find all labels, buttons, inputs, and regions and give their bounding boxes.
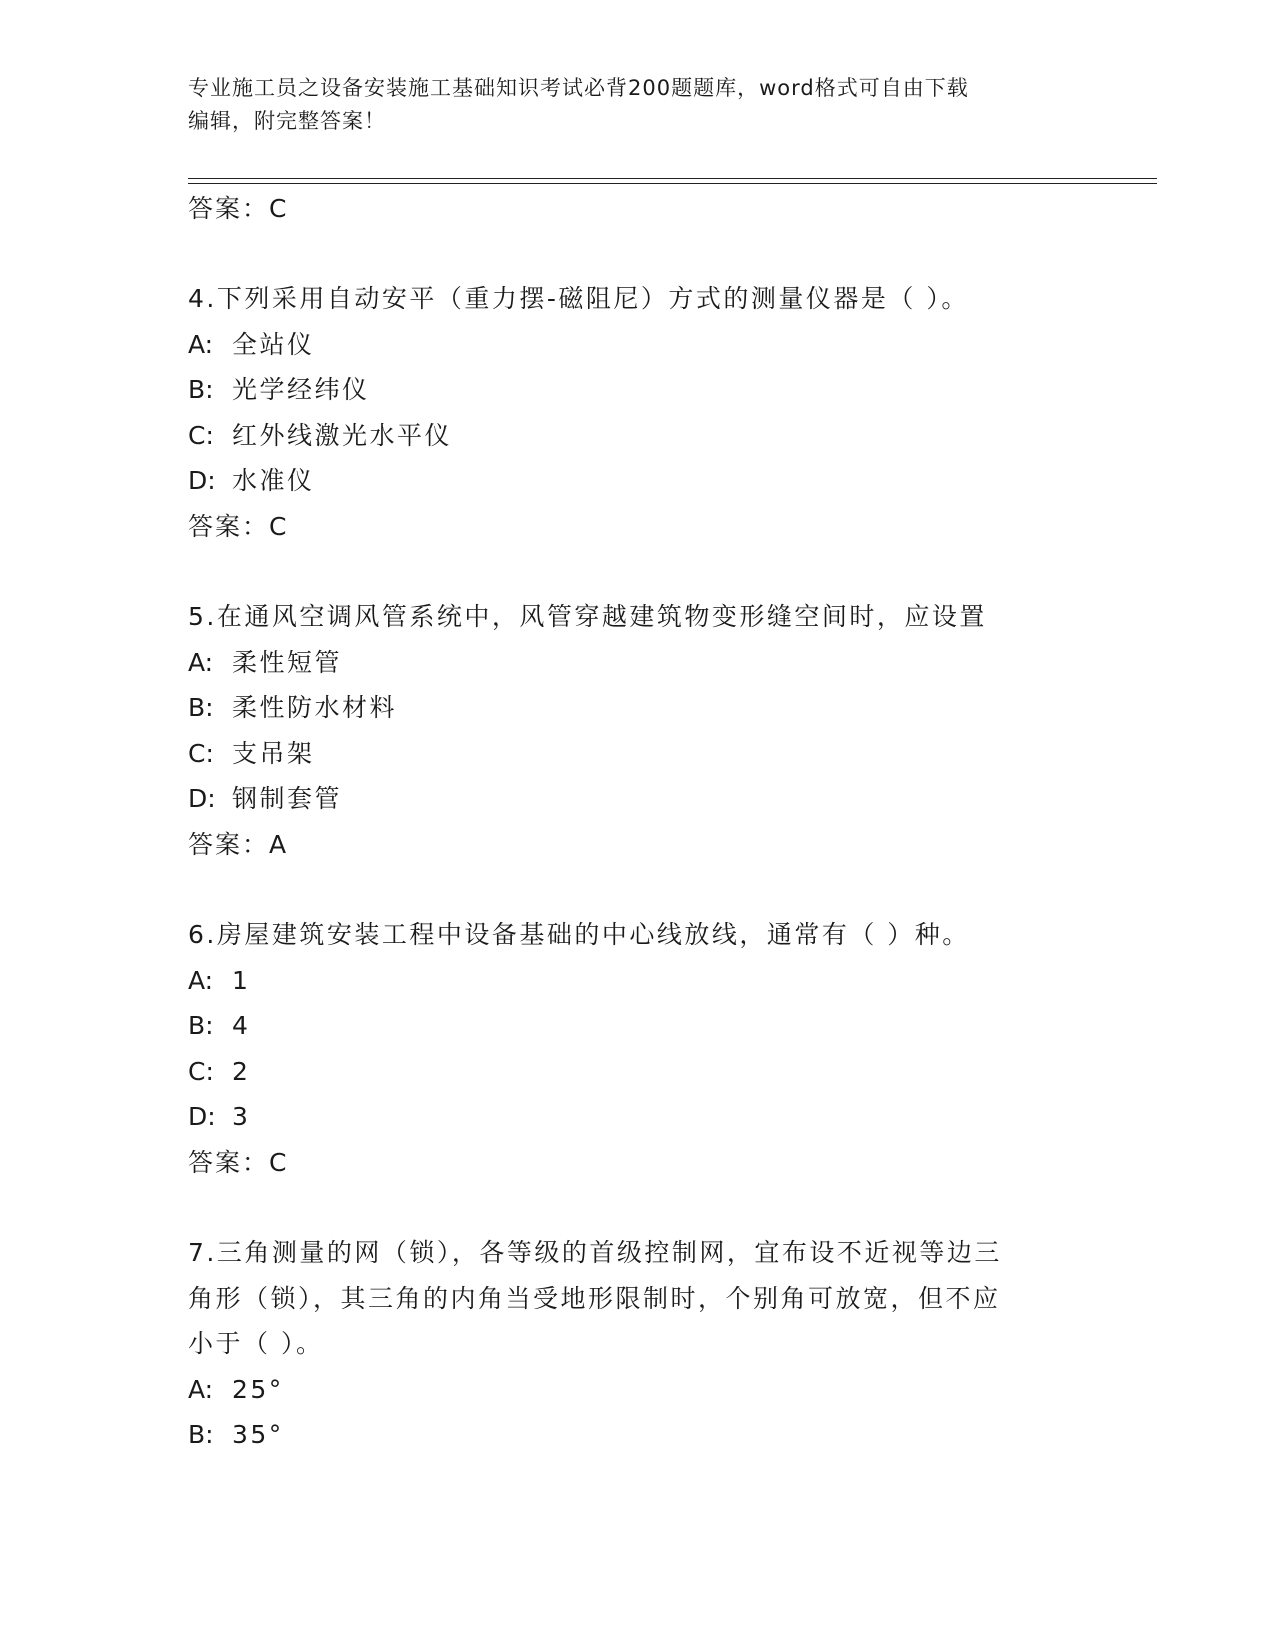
option-text: 柔性防水材料 — [232, 693, 398, 723]
header-divider-top — [188, 178, 1157, 179]
option-letter: C: — [188, 420, 214, 450]
option-letter: D: — [188, 466, 216, 496]
option-letter: A: — [188, 1374, 214, 1404]
option-text: 水准仪 — [232, 466, 315, 496]
option-text: 光学经纬仪 — [232, 375, 370, 405]
option-letter: D: — [188, 1102, 216, 1132]
option-letter: A: — [188, 329, 214, 359]
option-text: 支吊架 — [232, 738, 315, 768]
option-text: 2 — [232, 1056, 251, 1086]
header-title-line-1: 专业施工员之设备安装施工基础知识考试必背200题题库，word格式可自由下载 — [188, 76, 969, 100]
previous-answer — [188, 186, 1088, 232]
option-text: 钢制套管 — [232, 784, 343, 814]
option-text: 4 — [232, 1011, 251, 1041]
option-letter: D: — [188, 784, 216, 814]
option-letter: B: — [188, 1011, 214, 1041]
question-7 — [188, 1230, 1088, 1458]
option-c — [188, 413, 1088, 459]
option-b — [188, 1003, 1088, 1049]
document-header — [188, 72, 1088, 138]
option-letter: C: — [188, 1056, 214, 1086]
answer-label: 答案：C — [188, 194, 289, 223]
question-stem: 4.下列采用自动安平（重力摆-磁阻尼）方式的测量仪器是（ ）。 — [188, 284, 969, 313]
question-stem-line-2: 角形（锁），其三角的内角当受地形限制时，个别角可放宽，但不应 — [188, 1283, 1001, 1313]
option-letter: B: — [188, 1420, 214, 1450]
answer-label: 答案：A — [188, 829, 289, 859]
option-b — [188, 367, 1088, 413]
question-stem-line-3: 小于（ ）。 — [188, 1329, 324, 1359]
option-d — [188, 776, 1088, 822]
option-letter: A: — [188, 965, 214, 995]
option-a — [188, 1367, 1088, 1413]
option-text: 1 — [232, 965, 251, 995]
option-letter: B: — [188, 375, 214, 405]
question-stem: 6.房屋建筑安装工程中设备基础的中心线放线，通常有（ ）种。 — [188, 920, 970, 949]
header-title-line-2: 编辑，附完整答案！ — [188, 109, 386, 133]
option-text: 柔性短管 — [232, 647, 343, 677]
option-text: 35° — [232, 1420, 284, 1450]
option-text: 25° — [232, 1374, 284, 1404]
option-text: 红外线激光水平仪 — [232, 420, 453, 450]
option-a — [188, 640, 1088, 686]
option-text: 3 — [232, 1102, 251, 1132]
answer-label: 答案：C — [188, 1147, 289, 1177]
option-letter: C: — [188, 738, 214, 768]
option-letter: B: — [188, 693, 214, 723]
option-text: 全站仪 — [232, 329, 315, 359]
option-b — [188, 685, 1088, 731]
option-d — [188, 1094, 1088, 1140]
option-c — [188, 731, 1088, 777]
question-stem: 5.在通风空调风管系统中，风管穿越建筑物变形缝空间时，应设置 — [188, 602, 987, 631]
option-b — [188, 1412, 1088, 1458]
option-d — [188, 458, 1088, 504]
answer-label: 答案：C — [188, 511, 289, 541]
header-divider-bottom — [188, 183, 1157, 184]
question-5 — [188, 594, 1088, 868]
question-4 — [188, 276, 1088, 550]
option-letter: A: — [188, 647, 214, 677]
option-a — [188, 322, 1088, 368]
option-c — [188, 1049, 1088, 1095]
option-a — [188, 958, 1088, 1004]
question-6 — [188, 912, 1088, 1186]
question-stem-line-1: 7.三角测量的网（锁），各等级的首级控制网，宜布设不近视等边三 — [188, 1238, 1002, 1267]
